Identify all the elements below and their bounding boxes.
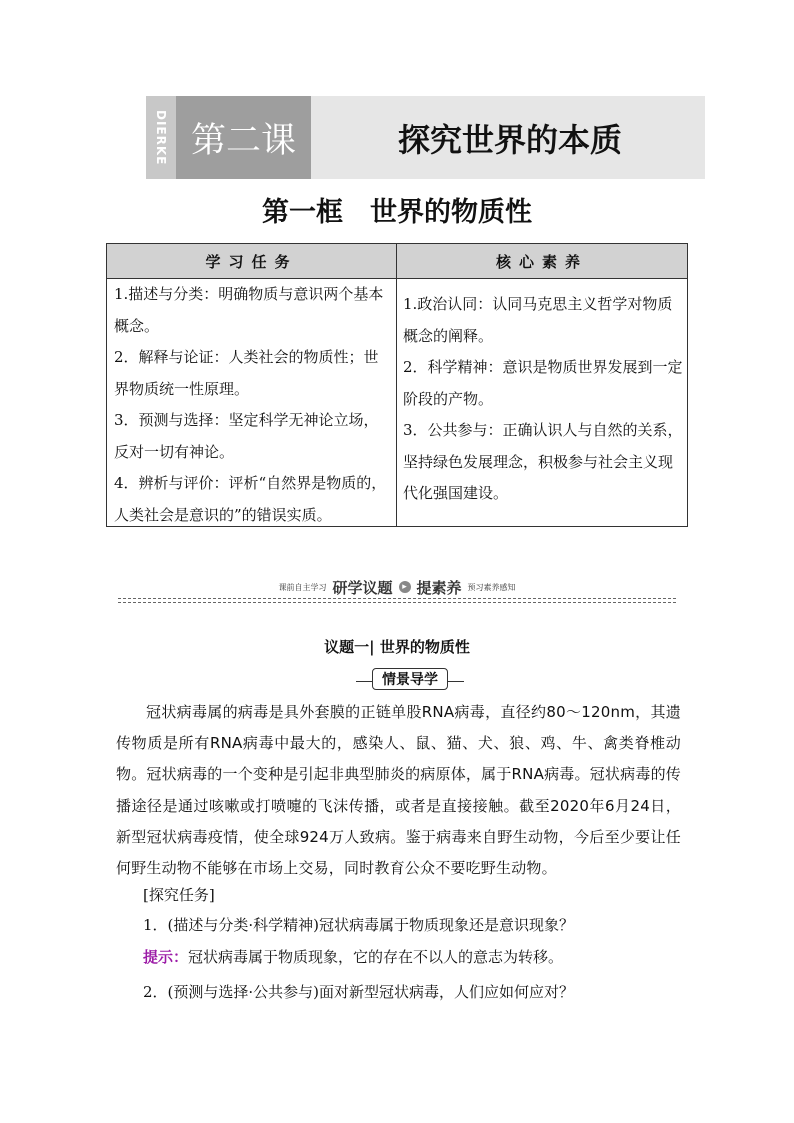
guide-label: 情景导学 [372,668,448,690]
learning-task-item: 4．辨析与评价：评析“自然界是物质的，人类社会是意识的”的错误实质。 [114,474,387,524]
section-right-label: 预习素养感知 [467,582,516,592]
lesson-number-box [176,96,311,179]
section-left-label: 课前自主学习 [278,582,327,592]
core-literacy-item: 3．公共参与：正确认识人与自然的关系，坚持绿色发展理念，积极参与社会主义现代化强国建设。 [403,421,683,502]
explore-heading: [探究任务] [143,886,215,904]
section-title-b: 提素养 [416,578,462,597]
topic-title: 议题一| 世界的物质性 [324,638,470,656]
section-title-a: 研学议题 [332,578,393,597]
core-literacy-column [403,289,685,510]
arrow-right-icon: ▸ [399,581,411,593]
question-1: 1．(描述与分类·科学精神)冠状病毒属于物质现象还是意识现象？ [143,916,575,934]
learning-task-item: 2．解释与论证：人类社会的物质性；世界物质统一性原理。 [114,348,379,398]
table-divider-vertical [396,278,397,526]
hint-label: 提示： [143,948,189,966]
section-dashed-line [118,598,676,599]
core-literacy-item: 2．科学精神：意识是物质世界发展到一定阶段的产物。 [403,358,683,408]
frame-title: 第一框 世界的物质性 [262,197,532,228]
task-table [106,243,688,527]
section-divider [118,574,676,600]
core-literacy-item: 1.政治认同：认同马克思主义哲学对物质概念的阐释。 [403,295,673,345]
hint-text: 冠状病毒属于物质现象，它的存在不以人的意志为转移。 [188,948,564,966]
learning-tasks-column [114,279,392,531]
lesson-title: 探究世界的本质 [397,120,622,159]
scenario-paragraph: 冠状病毒属的病毒是具外套膜的正链单股RNA病毒，直径约80～120nm，其遗传物质是所有RNA病毒中最大的，感染人、鼠、猫、犬、狼、鸡、牛、禽类脊椎动物。冠状病毒的一个变种是引起非典型肺炎的病原体，属于RNA病毒。冠状病毒的传播途径是通过咳嗽或打喷嚏的飞沫传播，或者是直接接触。截至2020年6月24日，新型冠状病毒疫情，使全球924万人致病。鉴于病毒来自野生动物，今后至少要让任何野生动物不能够在市场上交易，同时教育公众不要吃野生动物。 [116,703,681,878]
banner-side-strip [146,96,176,179]
table-header-learning-tasks: 学习任务 [107,244,397,278]
lesson-number: 第二课 [190,120,296,161]
question-2: 2．(预测与选择·公共参与)面对新型冠状病毒，人们应如何应对？ [143,983,575,1001]
section-dashed-line [118,602,676,603]
table-header-core-literacy: 核心素养 [397,244,687,278]
learning-task-item: 3．预测与选择：坚定科学无神论立场，反对一切有神论。 [114,411,379,461]
learning-task-item: 1.描述与分类：明确物质与意识两个基本概念。 [114,285,384,335]
banner-side-text: DIERKE [154,109,168,166]
hint-answer [143,946,563,967]
